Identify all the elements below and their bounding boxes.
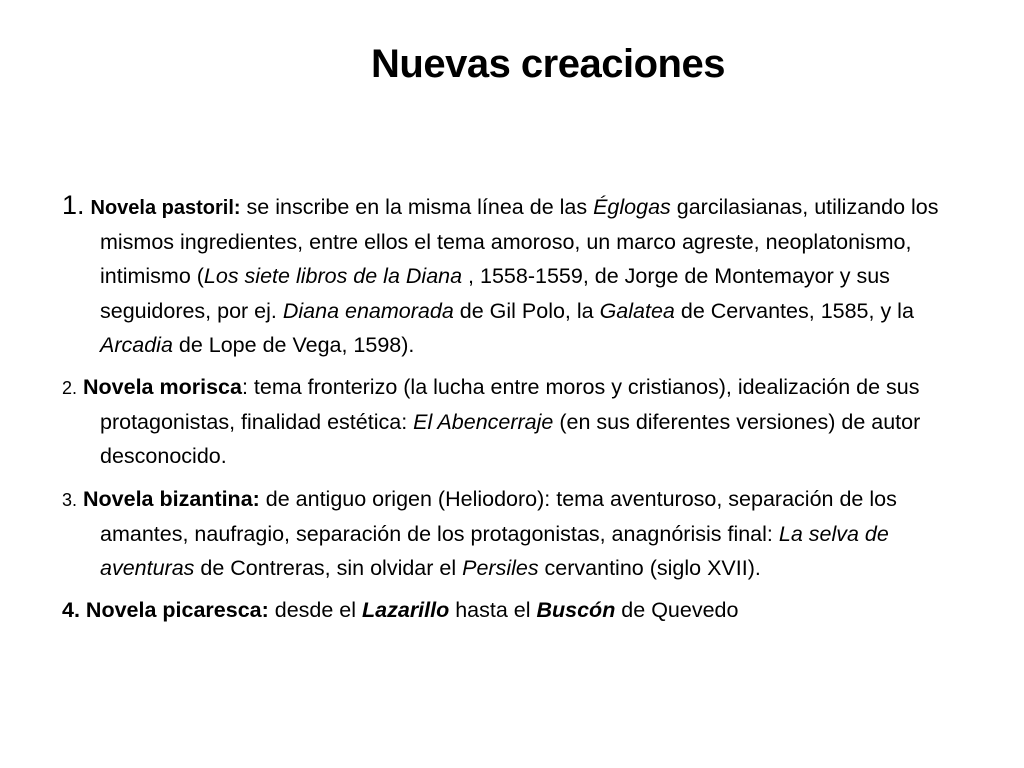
item-text: de Quevedo <box>615 598 739 623</box>
item-text: , 1558-1559, de Jorge de Montemayor y sus seguidores, por ej. <box>100 264 890 323</box>
item-text: se inscribe en la misma línea de las <box>240 195 594 219</box>
item-term: Novela pastoril: <box>90 197 241 219</box>
item-text: : tema fronterizo (la lucha entre moros y cristianos), idealización de sus protagonistas, finalidad estética: <box>100 375 920 435</box>
slide-content <box>62 188 966 635</box>
work-title: Galatea <box>599 298 675 323</box>
work-title: Diana enamorada <box>282 298 454 323</box>
item-text: de Lope de Vega, 1598). <box>172 332 415 357</box>
item-text: hasta el <box>449 598 537 623</box>
list-item-novela-morisca <box>62 370 966 474</box>
item-text: de Contreras, sin olvidar el <box>194 556 463 581</box>
work-title: Buscón <box>536 598 616 623</box>
item-text: desde el <box>268 598 363 623</box>
slide-title: Nuevas creaciones <box>371 42 725 86</box>
item-text: de antiguo origen (Heliodoro): tema aventuroso, separación de los amantes, naufragio, separación de los protagonistas, anagnórisis final: <box>100 486 897 546</box>
work-title: Églogas <box>593 195 671 219</box>
work-title: Arcadia <box>100 332 173 357</box>
item-number: 1. <box>62 190 85 220</box>
item-number: 2. <box>62 378 78 399</box>
item-text: de Gil Polo, la <box>453 298 600 323</box>
list-item-novela-pastoril <box>62 188 966 362</box>
item-text: (en sus diferentes versiones) de autor desconocido. <box>100 410 921 469</box>
work-title: Los siete libros de la Diana <box>203 264 463 289</box>
item-text: cervantino (siglo XVII). <box>538 556 761 581</box>
work-title: El Abencerraje <box>413 410 554 435</box>
item-term: Novela picaresca: <box>85 598 269 623</box>
item-number: 4. <box>62 598 80 623</box>
work-title: Persiles <box>462 556 539 581</box>
item-text: de Cervantes, 1585, y la <box>674 298 914 323</box>
work-title: Lazarillo <box>362 598 450 623</box>
item-term: Novela morisca <box>83 375 242 400</box>
list-item-novela-picaresca <box>62 593 966 627</box>
item-number: 3. <box>62 489 78 510</box>
item-term: Novela bizantina: <box>83 486 260 511</box>
work-title: La selva de aventuras <box>100 521 889 581</box>
item-text: garcilasianas, utilizando los mismos ingredientes, entre ellos el tema amoroso, un marco agreste, neoplatonismo, intimismo ( <box>100 195 939 289</box>
list-item-novela-bizantina <box>62 482 966 586</box>
